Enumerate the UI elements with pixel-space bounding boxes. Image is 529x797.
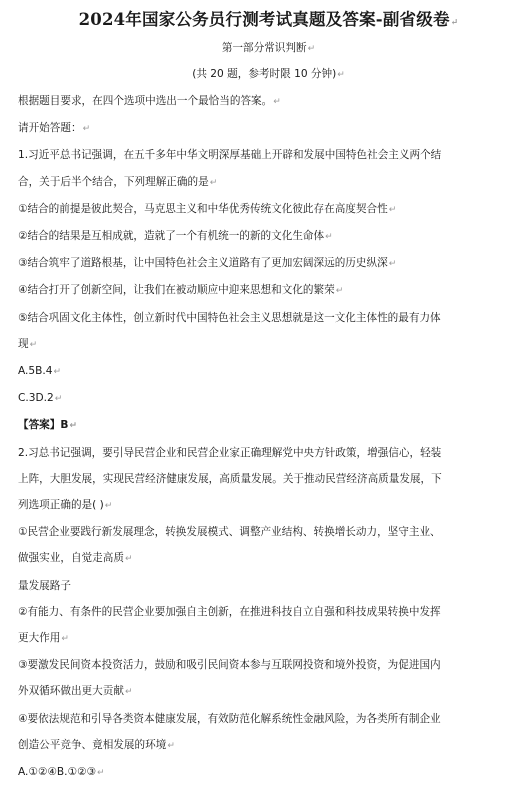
paragraph-mark-icon: ↵ [388,259,397,270]
q2-choices-ab: A.①②④B.①②③↵ [18,766,105,779]
section-note: (共 20 题，参考时限 10 分钟)↵ [192,68,345,80]
q2-option-3-line-2: 外双循环做出更大贡献↵ [18,685,133,698]
q2-stem-line-2: 上阵，大胆发展，实现民营经济健康发展，高质量发展。关于推动民营经济高质量发展，下 [18,472,442,485]
question-1 [18,142,519,439]
paragraph-mark-icon: ↵ [273,97,281,107]
q2-option-2-line-1: ②有能力、有条件的民营企业要加强自主创新，在推进科技自立自强和科技成果转换中发挥 [18,605,441,618]
q1-option-5-line-2: 现↵ [18,337,38,350]
instruction-text: 根据题目要求，在四个选项中选出一个最恰当的答案。↵ [18,95,281,107]
q1-option-3: ③结合筑牢了道路根基，让中国特色社会主义道路有了更加宏阔深远的历史纵深↵ [18,257,397,270]
q1-choices-ab: A.5B.4↵ [18,365,62,378]
paragraph-mark-icon: ↵ [209,177,218,188]
document-title: 2024年国家公务员行测考试真题及答案-副省级卷↵ [78,10,459,29]
paragraph-mark-icon: ↵ [335,286,344,297]
q1-option-2: ②结合的结果是互相成就，造就了一个有机统一的新的文化生命体↵ [18,230,333,243]
section-heading: 第一部分常识判断↵ [221,42,316,54]
q2-stem-line-1: 2.习总书记强调，要引导民营企业和民营企业家正确理解党中央方针政策，增强信心，轻装 [18,446,442,459]
paragraph-mark-icon: ↵ [97,768,105,779]
paragraph-mark-icon: ↵ [450,18,459,28]
paragraph-mark-icon: ↵ [307,44,316,54]
paragraph-mark-icon: ↵ [29,339,38,350]
q1-option-4: ④结合打开了创新空间，让我们在被动顺应中迎来思想和文化的繁荣↵ [18,284,344,297]
paragraph-mark-icon: ↵ [124,687,133,698]
start-prompt: 请开始答题：↵ [18,122,91,135]
q2-option-1-line-2: 做强实业，自觉走高质↵ [18,552,133,565]
q1-option-5-line-1: ⑤结合巩固文化主体性，创立新时代中国特色社会主义思想就是这一文化主体性的最有力体 [18,311,441,324]
q2-option-4-line-2: 创造公平竞争、竟相发展的环境↵ [18,738,175,751]
paragraph-mark-icon: ↵ [167,740,175,751]
paragraph-mark-icon: ↵ [61,634,69,645]
paragraph-mark-icon: ↵ [53,367,62,378]
q1-option-1: ①结合的前提是彼此契合，马克思主义和中华优秀传统文化彼此存在高度契合性↵ [18,202,397,215]
paragraph-mark-icon: ↵ [82,124,91,135]
q2-option-2-line-2: 更大作用↵ [18,632,69,645]
q1-stem-line-2: 合，关于后半个结合，下列理解正确的是↵ [18,175,218,188]
q2-option-3-line-1: ③要激发民间资本投资活力，鼓励和吸引民间资本参与互联网投资和境外投资，为促进国内 [18,659,441,672]
paragraph-mark-icon: ↵ [54,394,63,405]
q2-option-4-line-1: ④要依法规范和引导各类资本健康发展，有效防范化解系统性金融风险，为各类所有制企业 [18,712,441,725]
q1-answer: 【答案】B↵ [18,419,77,432]
question-2 [18,440,519,787]
q1-stem-line-1: 1.习近平总书记强调，在五千多年中华文明深厚基础上开辟和发展中国特色社会主义两个结 [18,149,442,162]
paragraph-mark-icon: ↵ [124,554,133,565]
paragraph-mark-icon: ↵ [388,204,397,215]
q2-option-1-line-1: ①民营企业要践行新发展理念，转换发展模式、调整产业结构、转换增长动力，坚守主业、 [18,526,441,539]
q2-stem-line-3: 列选项正确的是( )↵ [18,499,113,512]
q2-option-1-line-3: 量发展路子 [18,579,71,592]
q1-choices-cd: C.3D.2↵ [18,392,63,405]
paragraph-mark-icon: ↵ [337,70,345,80]
paragraph-mark-icon: ↵ [325,232,333,243]
paragraph-mark-icon: ↵ [104,501,113,512]
paragraph-mark-icon: ↵ [69,421,77,432]
